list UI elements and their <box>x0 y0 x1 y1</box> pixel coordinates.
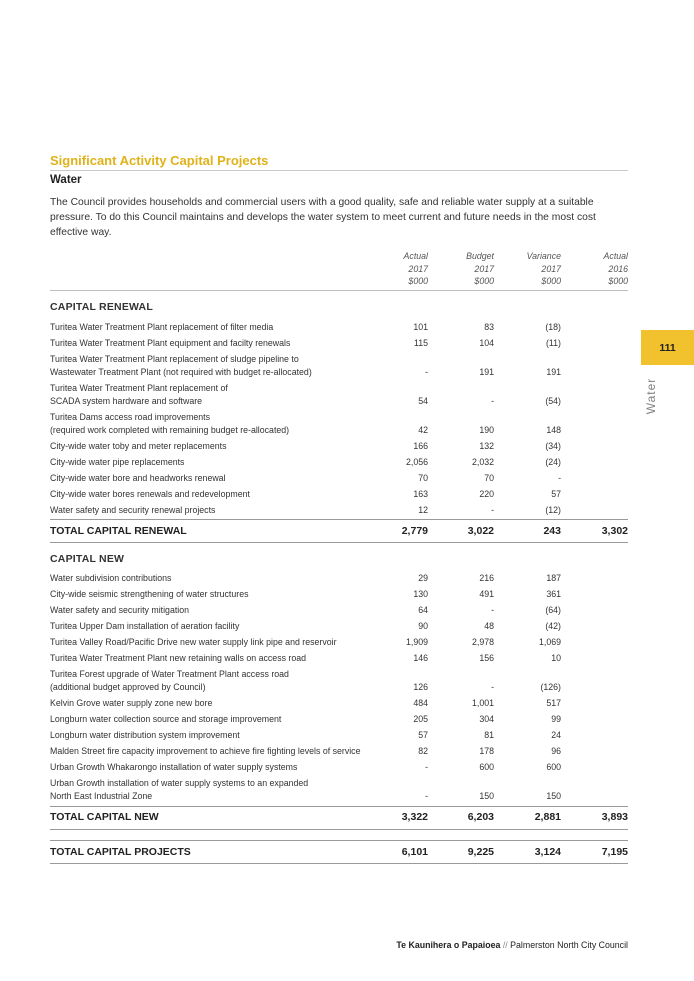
cell-actual-2017: 101 <box>413 322 428 332</box>
table-row <box>50 588 628 601</box>
cell-variance-2017: 148 <box>546 425 561 435</box>
table-row <box>50 411 628 437</box>
row-label: City-wide water pipe replacements <box>50 457 185 467</box>
capital-renewal-heading: CAPITAL RENEWAL <box>50 301 153 313</box>
cell-budget-2017: 2,978 <box>471 637 494 647</box>
row-label-line2: (additional budget approved by Council) <box>50 682 206 692</box>
cell-actual-2017: 90 <box>418 621 428 631</box>
cell-actual-2017: - <box>425 367 428 377</box>
cell-variance-2017: 361 <box>546 589 561 599</box>
cell-actual-2017: 82 <box>418 746 428 756</box>
row-label-line2: North East Industrial Zone <box>50 791 153 801</box>
cell-variance-2017: 10 <box>551 653 561 663</box>
divider <box>50 840 628 841</box>
cell-variance-2017: 99 <box>551 714 561 724</box>
cell-variance-2017: (11) <box>546 338 561 348</box>
row-label: Turitea Water Treatment Plant equipment and facilty renewals <box>50 338 291 348</box>
divider <box>50 542 628 543</box>
intro-paragraph: The Council provides households and commercial users with a good quality, safe and reliable water supply at a suitable pressure. To do this Council maintains and develops the water system to meet current and future needs in the most cost effective way. <box>50 197 596 238</box>
row-label-line2: (required work completed with remaining budget re-allocated) <box>50 425 290 435</box>
cell-variance-2017: 191 <box>546 367 561 377</box>
cell-budget-2017: 304 <box>479 714 494 724</box>
cell-actual-2017: 205 <box>413 714 428 724</box>
divider <box>50 519 628 520</box>
table-row <box>50 620 628 633</box>
cell-variance-2017: 187 <box>546 573 561 583</box>
divider <box>50 829 628 830</box>
row-label-line2: Wastewater Treatment Plant (not required with budget re-allocated) <box>50 367 312 377</box>
cell-budget-2017: - <box>491 605 494 615</box>
cell-actual-2017: 115 <box>413 338 428 348</box>
cell-budget-2017: 216 <box>479 573 494 583</box>
page-number-tab: 111 <box>641 330 694 365</box>
table-row <box>50 488 628 501</box>
cell-budget-2017: 600 <box>479 762 494 772</box>
cell-variance-2017: - <box>558 473 561 483</box>
row-label: Water subdivision contributions <box>50 573 172 583</box>
row-label: Turitea Valley Road/Pacific Drive new water supply link pipe and reservoir <box>50 637 337 647</box>
row-label: Turitea Water Treatment Plant new retaining walls on access road <box>50 653 307 663</box>
table-row <box>50 668 628 694</box>
row-label: Malden Street fire capacity improvement to achieve fire fighting levels of service <box>50 746 361 756</box>
cell-budget-2017: - <box>491 682 494 692</box>
cell-variance-2017: (126) <box>540 682 561 692</box>
row-label: Turitea Forest upgrade of Water Treatment Plant access road <box>50 669 289 679</box>
cell-actual-2017: 130 <box>413 589 428 599</box>
table-row <box>50 337 628 350</box>
table-row <box>50 745 628 758</box>
table-row <box>50 321 628 334</box>
table-row <box>50 652 628 665</box>
cell-budget-2017: 70 <box>484 473 494 483</box>
cell-actual-2017: 70 <box>418 473 428 483</box>
row-label: City-wide water toby and meter replacements <box>50 441 227 451</box>
cell-variance-2017: (24) <box>545 457 561 467</box>
cell-variance-2017: 24 <box>551 730 561 740</box>
cell-budget-2017: - <box>491 396 494 406</box>
footer: Te Kaunihera o Papaioea // Palmerston North City Council <box>396 940 628 950</box>
table-row <box>50 761 628 774</box>
cell-budget-2017: - <box>491 505 494 515</box>
cell-variance-2017: 1,069 <box>538 637 561 647</box>
row-label: Turitea Water Treatment Plant replacement of filter media <box>50 322 274 332</box>
row-label: Turitea Dams access road improvements <box>50 412 211 422</box>
row-label: City-wide water bores renewals and redevelopment <box>50 489 250 499</box>
cell-actual-2017: 54 <box>418 396 428 406</box>
table-row <box>50 456 628 469</box>
cell-budget-2017: 132 <box>479 441 494 451</box>
column-header-variance-2017: Variance 2017 $000 <box>526 251 561 286</box>
cell-actual-2017: - <box>425 791 428 801</box>
table-row <box>50 440 628 453</box>
section-title: Significant Activity Capital Projects <box>50 153 628 171</box>
cell-budget-2017: 190 <box>479 425 494 435</box>
row-label: Turitea Upper Dam installation of aeration facility <box>50 621 240 631</box>
cell-variance-2017: 600 <box>546 762 561 772</box>
table-row <box>50 697 628 710</box>
cell-variance-2017: (12) <box>545 505 561 515</box>
table-row <box>50 604 628 617</box>
table-row <box>50 636 628 649</box>
cell-actual-2017: 12 <box>418 505 428 515</box>
row-label: Water safety and security renewal projects <box>50 505 216 515</box>
header-divider <box>50 290 628 291</box>
cell-budget-2017: 2,032 <box>471 457 494 467</box>
cell-variance-2017: (18) <box>545 322 561 332</box>
cell-budget-2017: 48 <box>484 621 494 631</box>
table-row <box>50 382 628 408</box>
row-label: Turitea Water Treatment Plant replacement of sludge pipeline to <box>50 354 299 364</box>
cell-budget-2017: 83 <box>484 322 494 332</box>
cell-budget-2017: 178 <box>479 746 494 756</box>
cell-actual-2017: 126 <box>413 682 428 692</box>
cell-variance-2017: (54) <box>545 396 561 406</box>
table-row <box>50 353 628 379</box>
cell-budget-2017: 191 <box>479 367 494 377</box>
row-label: Kelvin Grove water supply zone new bore <box>50 698 213 708</box>
cell-actual-2017: 1,909 <box>405 637 428 647</box>
cell-variance-2017: (64) <box>545 605 561 615</box>
divider <box>50 863 628 864</box>
column-header-actual-2016: Actual 2016 $000 <box>603 251 628 286</box>
table-row <box>50 504 628 517</box>
column-header-budget-2017: Budget 2017 $000 <box>466 251 494 286</box>
capital-new-heading: CAPITAL NEW <box>50 553 125 565</box>
cell-budget-2017: 491 <box>479 589 494 599</box>
cell-actual-2017: 57 <box>418 730 428 740</box>
row-label: City-wide water bore and headworks renewal <box>50 473 226 483</box>
table-row <box>50 472 628 485</box>
row-label: Urban Growth installation of water supply systems to an expanded <box>50 778 309 788</box>
cell-budget-2017: 150 <box>479 791 494 801</box>
cell-variance-2017: 57 <box>551 489 561 499</box>
row-label: Turitea Water Treatment Plant replacement of <box>50 383 228 393</box>
row-label: Urban Growth Whakarongo installation of water supply systems <box>50 762 298 772</box>
cell-variance-2017: 150 <box>546 791 561 801</box>
cell-budget-2017: 81 <box>484 730 494 740</box>
cell-actual-2017: 484 <box>413 698 428 708</box>
cell-budget-2017: 220 <box>479 489 494 499</box>
cell-budget-2017: 104 <box>479 338 494 348</box>
cell-actual-2017: 146 <box>413 653 428 663</box>
divider <box>50 806 628 807</box>
cell-actual-2017: 163 <box>413 489 428 499</box>
cell-actual-2017: 42 <box>418 425 428 435</box>
row-label: Longburn water collection source and storage improvement <box>50 714 282 724</box>
cell-variance-2017: (34) <box>545 441 561 451</box>
cell-actual-2017: - <box>425 762 428 772</box>
table-row <box>50 713 628 726</box>
table-row <box>50 777 628 803</box>
row-label: Water safety and security mitigation <box>50 605 190 615</box>
side-section-label: Water <box>644 377 658 415</box>
table-row <box>50 729 628 742</box>
cell-actual-2017: 64 <box>418 605 428 615</box>
cell-actual-2017: 2,056 <box>405 457 428 467</box>
cell-variance-2017: 517 <box>546 698 561 708</box>
row-label: Longburn water distribution system improvement <box>50 730 240 740</box>
cell-actual-2017: 29 <box>418 573 428 583</box>
cell-budget-2017: 156 <box>479 653 494 663</box>
row-label-line2: SCADA system hardware and software <box>50 396 203 406</box>
row-label: City-wide seismic strengthening of water structures <box>50 589 249 599</box>
column-header-actual-2017: Actual 2017 $000 <box>403 251 428 286</box>
cell-variance-2017: (42) <box>545 621 561 631</box>
subtitle: Water <box>50 174 82 186</box>
cell-variance-2017: 96 <box>551 746 561 756</box>
table-row <box>50 572 628 585</box>
cell-actual-2017: 166 <box>413 441 428 451</box>
cell-budget-2017: 1,001 <box>471 698 494 708</box>
